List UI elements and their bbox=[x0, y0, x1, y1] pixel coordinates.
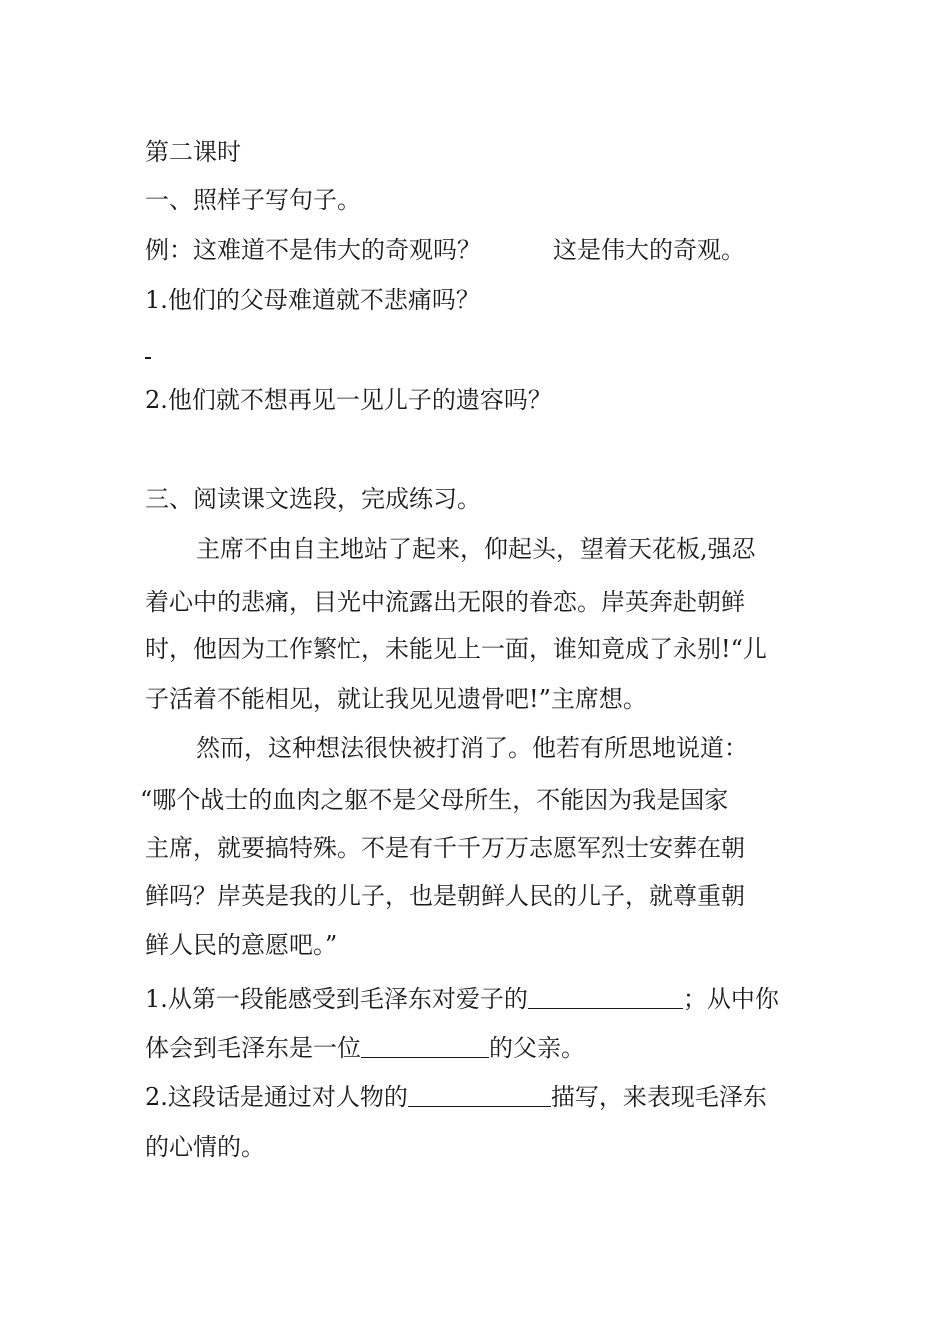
question-2-line-1 bbox=[145, 1082, 767, 1112]
question-2-text: 2.这段话是通过对人物的 bbox=[145, 1083, 408, 1111]
question-2-line-2: 的心情的。 bbox=[145, 1133, 265, 1161]
passage-line: 鲜吗？岸英是我的儿子，也是朝鲜人民的儿子，就尊重朝 bbox=[145, 882, 745, 910]
question-1-line-1 bbox=[145, 984, 779, 1014]
passage-line: 鲜人民的意愿吧。” bbox=[145, 931, 338, 959]
lesson-title: 第二课时 bbox=[145, 138, 241, 166]
question-1-text: 1.从第一段能感受到毛泽东对爱子的 bbox=[145, 985, 528, 1013]
section3-heading: 三、阅读课文选段，完成练习。 bbox=[145, 485, 481, 513]
answer-mark bbox=[145, 357, 151, 359]
answer-blank-3[interactable] bbox=[408, 1082, 551, 1107]
passage-line: 着心中的悲痛，目光中流露出无限的眷恋。岸英奔赴朝鲜 bbox=[145, 588, 745, 616]
passage-line: 主席，就要搞特殊。不是有千千万万志愿军烈士安葬在朝 bbox=[145, 834, 745, 862]
rewrite-question-1: 1.他们的父母难道就不悲痛吗？ bbox=[145, 286, 480, 314]
question-1-text-3: 的父亲。 bbox=[489, 1034, 585, 1062]
passage-line: 时，他因为工作繁忙，未能见上一面，谁知竟成了永别!“儿 bbox=[145, 635, 767, 663]
rewrite-question-2: 2.他们就不想再见一见儿子的遗容吗？ bbox=[145, 386, 552, 414]
passage-line: 子活着不能相见，就让我见见遗骨吧!”主席想。 bbox=[145, 685, 647, 713]
example-question: 例：这难道不是伟大的奇观吗？ bbox=[145, 236, 481, 264]
answer-blank-2[interactable] bbox=[361, 1033, 489, 1058]
answer-blank-1[interactable] bbox=[528, 984, 683, 1009]
section1-heading: 一、照样子写句子。 bbox=[145, 186, 361, 214]
passage-line: “哪个战士的血肉之躯不是父母所生，不能因为我是国家 bbox=[140, 786, 729, 814]
passage-line: 然而，这种想法很快被打消了。他若有所思地说道： bbox=[196, 734, 748, 762]
question-2-text-cont: 描写，来表现毛泽东 bbox=[550, 1083, 767, 1111]
question-1-line-2 bbox=[145, 1033, 585, 1063]
example-answer: 这是伟大的奇观。 bbox=[553, 236, 745, 264]
question-1-text-2: 体会到毛泽东是一位 bbox=[145, 1034, 361, 1062]
passage-line: 主席不由自主地站了起来，仰起头，望着天花板,强忍 bbox=[196, 535, 756, 563]
question-1-text-cont: ；从中你 bbox=[682, 985, 779, 1013]
